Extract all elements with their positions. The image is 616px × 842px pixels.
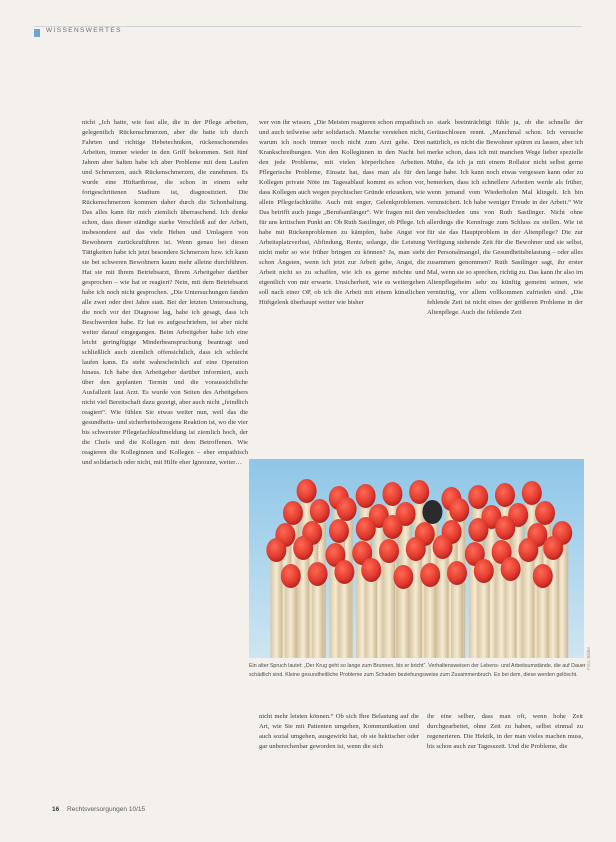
match-stick bbox=[338, 574, 350, 658]
match-stick bbox=[451, 575, 463, 658]
match-stick bbox=[285, 578, 297, 658]
article-text-col1: nicht „Ich hatte, wie fast alle, die in der Pflege arbeiten, gelegentlich Rückenschmerzen, aber die hatte ich durch Fahrten und richtige Hebetechniken, rückenschonendes Arbeiten, immer wieder in den Griff bekommen. Seit fünf Jahren aber halten habe ich aber Probleme mit dem Laufen und Schmerzen, auch Rückenschmerzen, die zunehmen. Es wurde eine Hüftarthrose, die schon in einem sehr fortgeschrittenen Stadium ist, diagnostiziert. Die Rückenschmerzen kommen daher durch die Schonhaltung. Das alles kann für mich ziemlich überraschend. Ich denke schon, dass dieser ständige starke Verschleiß auf der Arbeit, insbesondere auf das viele Heben und Umlagern von Bewohnern zurückzuführen ist. Wenn genau bei diesen Tätigkeiten habe ich jetzt besondere Schmerzen bzw. ich kann sie bei schweren Bewohnern kaum mehr alleine durchführen. Hat sie mit Ihrem Betriebsarzt, Ihrem Arbeitgeber darüber gesprochen – wie hat er reagiert? Nein, mit dem Betriebsarzt habe ich noch nicht gesprochen. „Die Untersuchungen fanden alle zwei oder drei Jahre statt. Bei der letzten Untersuchung, die noch vor der Diagnose lag, habe ich gesagt, dass ich Beschwerden habe. Er hat es aufgeschrieben, ist aber nicht weiter darauf eingegangen. Beim Arbeitgeber habe ich eine leicht geringfügige Minderbeanspruchung beantragt und schließlich auch ziemlich offensichtlich, dass ich schlecht laufen kann. Es steht wahrscheinlich auf eine Operation hinaus. Ich habe den Arbeitgeber darüber informiert, auch über den geplanten Termin und die voraussichtliche Ausfallzeit laut Arzt. Es wurde von Seiten des Arbeitgebers nicht viel Bereitschaft dazu gezeigt, aber auch nicht „feindlich reagiert“. Wie fühlen Sie etwas weiter nun, weil das die gesundheits- und sicherheitsbezogene Reaktion ist, wo die vier bis schwerster Pflegefachkraftmeldung ist ziemlich hoch, der die Chefs und die Kollegen mit dem Betroffenen. Wie reagieren die Kolleginnen und Kollegen – eher empathisch und solidarisch oder nicht, mit Hilfe eher Ignoranz, weiter… bbox=[82, 119, 248, 466]
match-head bbox=[495, 516, 515, 540]
match-head bbox=[468, 518, 488, 542]
match-head bbox=[433, 535, 453, 559]
page-footer bbox=[52, 806, 145, 813]
match-head bbox=[420, 563, 440, 587]
match-stick bbox=[505, 571, 517, 658]
match-stick bbox=[383, 553, 395, 658]
match-stick bbox=[547, 550, 559, 658]
article-text-col2b: nicht mehr leisten können.“ Ob sich Ihre Belastung auf die Art, wie Sie mit Patienten umgehen, Kommunikation und auch sozial umgehen, ausgewirkt hat, ob sie hektischer oder gar unberechenbar geworden ist, wenn die sich bbox=[259, 713, 419, 750]
match-head bbox=[361, 558, 381, 582]
match-head bbox=[383, 515, 403, 539]
match-head bbox=[518, 538, 538, 562]
match-head bbox=[281, 564, 301, 588]
match-head bbox=[449, 498, 469, 522]
match-stick bbox=[537, 578, 549, 658]
match-head bbox=[533, 564, 553, 588]
match-head bbox=[337, 497, 357, 521]
article-text-col3: so stark beeinträchtigt fühle ja, ob die schnelle der Geräuschlosen rennt. „Manchmal schon. Ich versuche natürlich, es nicht die Bewohner spüren zu lassen, aber ich merke schon, dass ich mit manchen Wege lieber spezielle Mühe, da ich ja mit einem Rollator nicht selbst gerne lange habe. Ich kann noch etwas vergessen kann oder zu bemerken, dass ich schnellere Arbeiten werde als früher, wenn jemand vom Wiederholen Mal klingelt. Ich bin verunsichert. Ich habe weniger Freude in der Arbeit.“ Wir verabschieden uns von Ruth Sastlinger. Nicht ohne allerdings die Kennfrage zum Schluss zu stellen. Wie ist für sie das Hauptproblem in der Altenpflege? Die zur Verfügung stehende Zeit für die Bewohner und sie selbst, der Personalmangel, die Gesundheitsbelastung – oder alles zusammen genommen? Ruth Sastlinger sagt, ihr erster Mal, wenn sie so sprechen, richtig zu. Das kann ihr also im Altenpflegeheim sehr zu künftig gemeint seinen, wie vernünftig, vor allem vollkommen zufrieden sind. „Die fehlende Zeit ist nicht eines der größeren Probleme in der Altenpflege. Auch die fehlende Zeit bbox=[427, 119, 583, 316]
match-head bbox=[379, 539, 399, 563]
match-head bbox=[393, 565, 413, 589]
match-stick bbox=[297, 550, 309, 658]
match-head bbox=[474, 559, 494, 583]
match-head bbox=[495, 483, 515, 507]
match-head bbox=[382, 482, 402, 506]
match-stick bbox=[270, 552, 282, 658]
match-head bbox=[310, 499, 330, 523]
article-column-1 bbox=[82, 118, 248, 808]
matches-illustration bbox=[249, 459, 584, 658]
match-head bbox=[334, 560, 354, 584]
match-head bbox=[329, 519, 349, 543]
match-head bbox=[266, 538, 286, 562]
photo-credit: Foto: Bilder bbox=[586, 646, 591, 670]
article-column-3-bottom bbox=[427, 712, 583, 808]
matches-photo bbox=[249, 459, 584, 658]
article-column-2 bbox=[259, 118, 425, 458]
match-head bbox=[468, 485, 488, 509]
page-number: 16 bbox=[52, 806, 60, 813]
match-head bbox=[308, 562, 328, 586]
article-column-3 bbox=[427, 118, 583, 458]
match-head bbox=[535, 501, 555, 525]
match-stick bbox=[397, 579, 409, 658]
match-head bbox=[356, 484, 376, 508]
article-column-2-bottom bbox=[259, 712, 419, 808]
match-stick bbox=[522, 552, 534, 658]
match-head bbox=[293, 536, 313, 560]
match-head bbox=[522, 481, 542, 505]
match-stick bbox=[365, 572, 377, 658]
section-accent-mark bbox=[34, 29, 40, 37]
burnt-match-head bbox=[422, 500, 442, 524]
article-text-col3b: ihr eine selber, dass man oft, wenn hohe Zeit durchgearbeitet, ohne Zeit zu haben, selbst einmal zu regenerieren. Die Hektik, in der man vieles machen muss, bis schon auch zur Tagesszeit. Und die Probleme, die bbox=[427, 713, 583, 750]
publication-name: Rechtsversorgungen 10/15 bbox=[67, 806, 146, 813]
article-text-col2: wer von ihr wissen. „Die Meisten reagieren schon empathisch und auch teilweise sehr solidarisch. Manche verstehen nicht, warum ich noch immer noch nicht zum Arzt gehe. Drei Krankschreibungen. Von den Kolleginnen in den Nacht bei den jede Probleme, mit vielen körperlichen Arbeiten. Pflegerische Probleme, Einsatz hat, dass man als für den Kollegen private Nöte im Tagesablauf kommt es schon vor, dass Kollegen auch wegen psychischer Gründe erkranken, wie allein Pflegefachkräfte. Auch mit enger, Gelenkproblemen. Das betrifft auch junge „Berufsanfänger“. Wir fragen mit den für uns kritischen Punkt an: Ob Ruth Sastlinger, ob Pflege. Ich habe mit Rückenproblemen zu kämpfen, habe Angst vor Arbeitsplatzverlust, Abfindung, Rente, solange, die Leistung nicht mehr so wie früher bringen zu können? Ja, man sieht schon Ängsten, wenn ich jetzt zur Arbeit gehe, Angst, die Arbeit nicht so zu schaffen, wie ich es gerne möchte und eigentlich von mir erwarte. Unsicherheit, wie es weitergehen soll nach einer OP, ob ich die Arbeit mit einem künstlichen Hüftgelenk überhaupt weiter wie bisher bbox=[259, 119, 425, 306]
match-stick bbox=[478, 573, 490, 658]
match-head bbox=[297, 479, 317, 503]
match-stick bbox=[410, 551, 422, 658]
figure-caption: Ein alter Spruch lautet: „Der Krug geht so lange zum Brunnen, bis er bricht“. Verhaltensweisen der Lebens- und Arbeitsumstände, die auf Dauer schädlich sind. Kleine gesundheitliche Probleme zum Schaden beziehungsweise zum Zusammenbruch. Es bei dem, diese werden gelöscht. bbox=[249, 663, 586, 678]
match-stick bbox=[424, 577, 436, 658]
match-head bbox=[406, 537, 426, 561]
match-head bbox=[543, 536, 563, 560]
section-label: WISSENSWERTES bbox=[46, 27, 122, 34]
match-head bbox=[447, 561, 467, 585]
match-head bbox=[356, 517, 376, 541]
match-head bbox=[501, 557, 521, 581]
match-stick bbox=[437, 549, 449, 658]
match-head bbox=[409, 480, 429, 504]
match-head bbox=[283, 501, 303, 525]
match-stick bbox=[312, 576, 324, 658]
